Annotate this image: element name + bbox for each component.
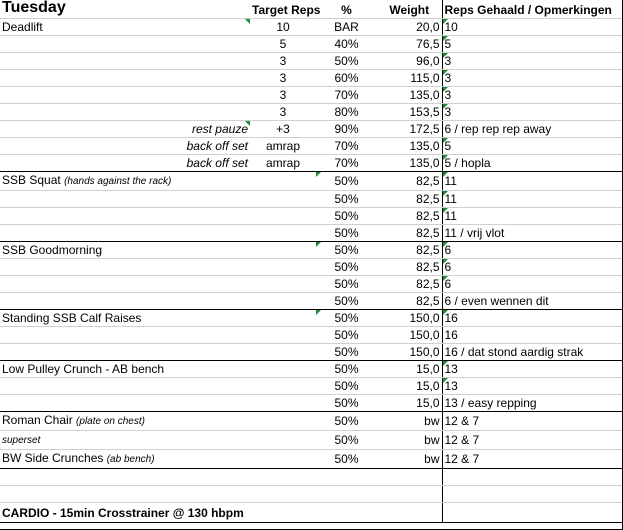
percent-cell[interactable]: 50% <box>316 412 377 431</box>
weight-cell[interactable]: 150,0 <box>377 344 442 361</box>
weight-cell[interactable]: 82,5 <box>377 276 442 293</box>
table-row <box>0 121 622 138</box>
table-row <box>0 395 622 412</box>
weight-cell[interactable]: 135,0 <box>377 155 442 172</box>
target-reps-cell[interactable] <box>250 450 316 469</box>
reps-done-cell[interactable]: 6 <box>442 259 622 276</box>
header-weight: Weight <box>377 0 442 19</box>
reps-done-cell[interactable]: 5 <box>442 36 622 53</box>
target-reps-cell[interactable] <box>250 242 316 259</box>
exercise-cell[interactable] <box>0 87 250 104</box>
exercise-cell[interactable] <box>0 378 250 395</box>
table-row <box>0 412 622 431</box>
percent-cell[interactable]: 50% <box>316 310 377 327</box>
reps-done-cell[interactable]: 11 <box>442 191 622 208</box>
reps-done-cell[interactable]: 5 <box>442 138 622 155</box>
percent-cell[interactable]: BAR <box>316 19 377 36</box>
reps-done-cell[interactable]: 13 / easy repping <box>442 395 622 412</box>
target-reps-cell[interactable] <box>250 412 316 431</box>
exercise-cell[interactable] <box>0 191 250 208</box>
exercise-name: BW Side Crunches <box>2 451 104 465</box>
weight-cell[interactable]: 82,5 <box>377 242 442 259</box>
exercise-cell[interactable] <box>0 70 250 87</box>
exercise-cell[interactable] <box>0 104 250 121</box>
percent-cell[interactable]: 50% <box>316 431 377 450</box>
table-row <box>0 104 622 121</box>
exercise-cell[interactable] <box>0 450 250 469</box>
target-reps-cell[interactable] <box>250 276 316 293</box>
reps-done-cell[interactable]: 3 <box>442 87 622 104</box>
reps-done-cell[interactable]: 3 <box>442 70 622 87</box>
exercise-cell[interactable] <box>0 431 250 450</box>
reps-done-cell[interactable]: 11 <box>442 208 622 225</box>
target-reps-cell[interactable]: 3 <box>250 53 316 70</box>
exercise-cell[interactable] <box>0 36 250 53</box>
percent-cell[interactable]: 90% <box>316 121 377 138</box>
reps-done-cell[interactable]: 16 / dat stond aardig strak <box>442 344 622 361</box>
empty-cell[interactable] <box>442 503 622 523</box>
exercise-cell[interactable] <box>0 344 250 361</box>
target-reps-cell[interactable] <box>250 259 316 276</box>
percent-cell[interactable]: 50% <box>316 191 377 208</box>
weight-cell[interactable]: 15,0 <box>377 378 442 395</box>
weight-cell[interactable]: 82,5 <box>377 191 442 208</box>
percent-cell[interactable]: 50% <box>316 450 377 469</box>
weight-cell[interactable]: 82,5 <box>377 225 442 242</box>
table-row <box>0 431 622 450</box>
reps-done-cell[interactable]: 13 <box>442 378 622 395</box>
exercise-name: SSB Goodmorning <box>2 243 103 257</box>
percent-cell[interactable]: 50% <box>316 293 377 310</box>
target-reps-cell[interactable] <box>250 191 316 208</box>
target-reps-cell[interactable] <box>250 225 316 242</box>
exercise-name: Low Pulley Crunch - AB bench <box>2 362 165 376</box>
target-reps-cell[interactable]: amrap <box>250 138 316 155</box>
table-row <box>0 242 622 259</box>
percent-cell[interactable]: 50% <box>316 225 377 242</box>
weight-cell[interactable]: 135,0 <box>377 138 442 155</box>
reps-done-cell[interactable]: 16 <box>442 310 622 327</box>
set-type-label: back off set <box>186 156 248 170</box>
header-target-reps: Target Reps <box>250 0 316 19</box>
percent-cell[interactable]: 70% <box>316 87 377 104</box>
percent-cell[interactable]: 60% <box>316 70 377 87</box>
reps-done-cell[interactable]: 6 / rep rep rep away <box>442 121 622 138</box>
header-reps-done: Reps Gehaald / Opmerkingen <box>442 0 622 19</box>
empty-cell[interactable] <box>250 486 316 503</box>
table-row <box>0 172 622 191</box>
table-row <box>0 155 622 172</box>
set-type-label: back off set <box>186 139 248 153</box>
percent-cell[interactable]: 50% <box>316 242 377 259</box>
exercise-name: Standing SSB Calf Raises <box>2 311 142 325</box>
target-reps-cell[interactable] <box>250 208 316 225</box>
table-row <box>0 378 622 395</box>
exercise-cell[interactable] <box>0 361 250 378</box>
reps-done-cell[interactable]: 16 <box>442 327 622 344</box>
weight-cell[interactable]: 135,0 <box>377 87 442 104</box>
target-reps-cell[interactable] <box>250 327 316 344</box>
exercise-cell[interactable] <box>0 53 250 70</box>
header-row <box>0 0 622 19</box>
weight-cell[interactable]: 15,0 <box>377 395 442 412</box>
table-row <box>0 361 622 378</box>
table-row <box>0 208 622 225</box>
target-reps-cell[interactable] <box>250 310 316 327</box>
reps-done-cell[interactable]: 11 / vrij vlot <box>442 225 622 242</box>
cardio-row <box>0 503 622 523</box>
percent-cell[interactable]: 50% <box>316 344 377 361</box>
weight-cell[interactable]: 82,5 <box>377 293 442 310</box>
weight-cell[interactable]: 115,0 <box>377 70 442 87</box>
target-reps-cell[interactable] <box>250 378 316 395</box>
target-reps-cell[interactable] <box>250 431 316 450</box>
empty-row <box>0 469 622 486</box>
exercise-note: superset <box>2 435 41 446</box>
percent-cell[interactable]: 50% <box>316 172 377 191</box>
reps-done-cell[interactable]: 12 & 7 <box>442 450 622 469</box>
percent-cell[interactable]: 50% <box>316 276 377 293</box>
exercise-cell[interactable] <box>0 208 250 225</box>
reps-done-cell[interactable]: 3 <box>442 53 622 70</box>
exercise-cell[interactable] <box>0 293 250 310</box>
target-reps-cell[interactable] <box>250 293 316 310</box>
empty-cell[interactable] <box>377 486 442 503</box>
target-reps-cell[interactable]: amrap <box>250 155 316 172</box>
table-row <box>0 36 622 53</box>
weight-cell[interactable]: 15,0 <box>377 361 442 378</box>
exercise-note: (plate on chest) <box>76 416 145 427</box>
set-type-label: rest pauze <box>191 122 248 136</box>
day-title: Tuesday <box>0 0 250 19</box>
target-reps-cell[interactable] <box>250 395 316 412</box>
table-row <box>0 450 622 469</box>
empty-cell[interactable] <box>250 469 316 486</box>
percent-cell[interactable]: 70% <box>316 155 377 172</box>
percent-cell[interactable]: 50% <box>316 378 377 395</box>
empty-cell[interactable] <box>316 486 377 503</box>
reps-done-cell[interactable]: 11 <box>442 172 622 191</box>
exercise-name: Roman Chair <box>2 413 73 427</box>
weight-cell[interactable]: 150,0 <box>377 310 442 327</box>
exercise-cell[interactable] <box>0 327 250 344</box>
percent-cell[interactable]: 40% <box>316 36 377 53</box>
weight-cell[interactable]: 20,0 <box>377 19 442 36</box>
weight-cell[interactable]: 82,5 <box>377 259 442 276</box>
table-row <box>0 259 622 276</box>
exercise-name: SSB Squat <box>2 173 61 187</box>
exercise-cell[interactable] <box>0 138 250 155</box>
empty-row <box>0 486 622 503</box>
table-row <box>0 327 622 344</box>
target-reps-cell[interactable]: +3 <box>250 121 316 138</box>
table-row <box>0 87 622 104</box>
weight-cell[interactable]: 153,5 <box>377 104 442 121</box>
target-reps-cell[interactable]: 3 <box>250 70 316 87</box>
empty-cell[interactable] <box>442 469 622 486</box>
table-row <box>0 19 622 36</box>
percent-cell[interactable]: 50% <box>316 395 377 412</box>
reps-done-cell[interactable]: 12 & 7 <box>442 431 622 450</box>
target-reps-cell[interactable]: 5 <box>250 36 316 53</box>
table-row <box>0 276 622 293</box>
exercise-note: (hands against the rack) <box>64 176 172 187</box>
target-reps-cell[interactable]: 3 <box>250 104 316 121</box>
cardio-note[interactable]: CARDIO - 15min Crosstrainer @ 130 hbpm <box>0 503 442 523</box>
exercise-cell[interactable] <box>0 259 250 276</box>
reps-done-cell[interactable]: 10 <box>442 19 622 36</box>
exercise-cell[interactable] <box>0 155 250 172</box>
reps-done-cell[interactable]: 5 / hopla <box>442 155 622 172</box>
reps-done-cell[interactable]: 6 <box>442 242 622 259</box>
exercise-cell[interactable] <box>0 225 250 242</box>
reps-done-cell[interactable]: 12 & 7 <box>442 412 622 431</box>
exercise-cell[interactable] <box>0 395 250 412</box>
reps-done-cell[interactable]: 3 <box>442 104 622 121</box>
percent-cell[interactable]: 80% <box>316 104 377 121</box>
weight-cell[interactable]: 82,5 <box>377 208 442 225</box>
percent-cell[interactable]: 70% <box>316 138 377 155</box>
table-row <box>0 293 622 310</box>
exercise-note: (ab bench) <box>106 454 155 465</box>
empty-cell[interactable] <box>377 469 442 486</box>
table-row <box>0 53 622 70</box>
percent-cell[interactable]: 50% <box>316 53 377 70</box>
weight-cell[interactable]: bw <box>377 450 442 469</box>
percent-cell[interactable]: 50% <box>316 361 377 378</box>
percent-cell[interactable]: 50% <box>316 327 377 344</box>
exercise-cell[interactable] <box>0 19 250 36</box>
table-row <box>0 225 622 242</box>
exercise-cell[interactable] <box>0 172 250 191</box>
reps-done-cell[interactable]: 6 <box>442 276 622 293</box>
percent-cell[interactable]: 50% <box>316 259 377 276</box>
header-percent: % <box>316 0 377 19</box>
percent-cell[interactable]: 50% <box>316 208 377 225</box>
empty-cell[interactable] <box>0 486 250 503</box>
reps-done-cell[interactable]: 6 / even wennen dit <box>442 293 622 310</box>
exercise-cell[interactable] <box>0 310 250 327</box>
reps-done-cell[interactable]: 13 <box>442 361 622 378</box>
weight-cell[interactable]: 96,0 <box>377 53 442 70</box>
target-reps-cell[interactable]: 3 <box>250 87 316 104</box>
table-row <box>0 191 622 208</box>
weight-cell[interactable]: bw <box>377 412 442 431</box>
exercise-name: Deadlift <box>2 20 43 34</box>
table-row <box>0 70 622 87</box>
target-reps-cell[interactable] <box>250 344 316 361</box>
table-row <box>0 138 622 155</box>
target-reps-cell[interactable] <box>250 172 316 191</box>
exercise-cell[interactable] <box>0 412 250 431</box>
weight-cell[interactable]: 172,5 <box>377 121 442 138</box>
weight-cell[interactable]: 76,5 <box>377 36 442 53</box>
exercise-cell[interactable] <box>0 121 250 138</box>
target-reps-cell[interactable] <box>250 361 316 378</box>
empty-cell[interactable] <box>442 486 622 503</box>
empty-cell[interactable] <box>0 469 250 486</box>
table-row <box>0 344 622 361</box>
exercise-cell[interactable] <box>0 242 250 259</box>
empty-cell[interactable] <box>316 469 377 486</box>
weight-cell[interactable]: 82,5 <box>377 172 442 191</box>
target-reps-cell[interactable]: 10 <box>250 19 316 36</box>
table-row <box>0 310 622 327</box>
exercise-cell[interactable] <box>0 276 250 293</box>
weight-cell[interactable]: 150,0 <box>377 327 442 344</box>
weight-cell[interactable]: bw <box>377 431 442 450</box>
